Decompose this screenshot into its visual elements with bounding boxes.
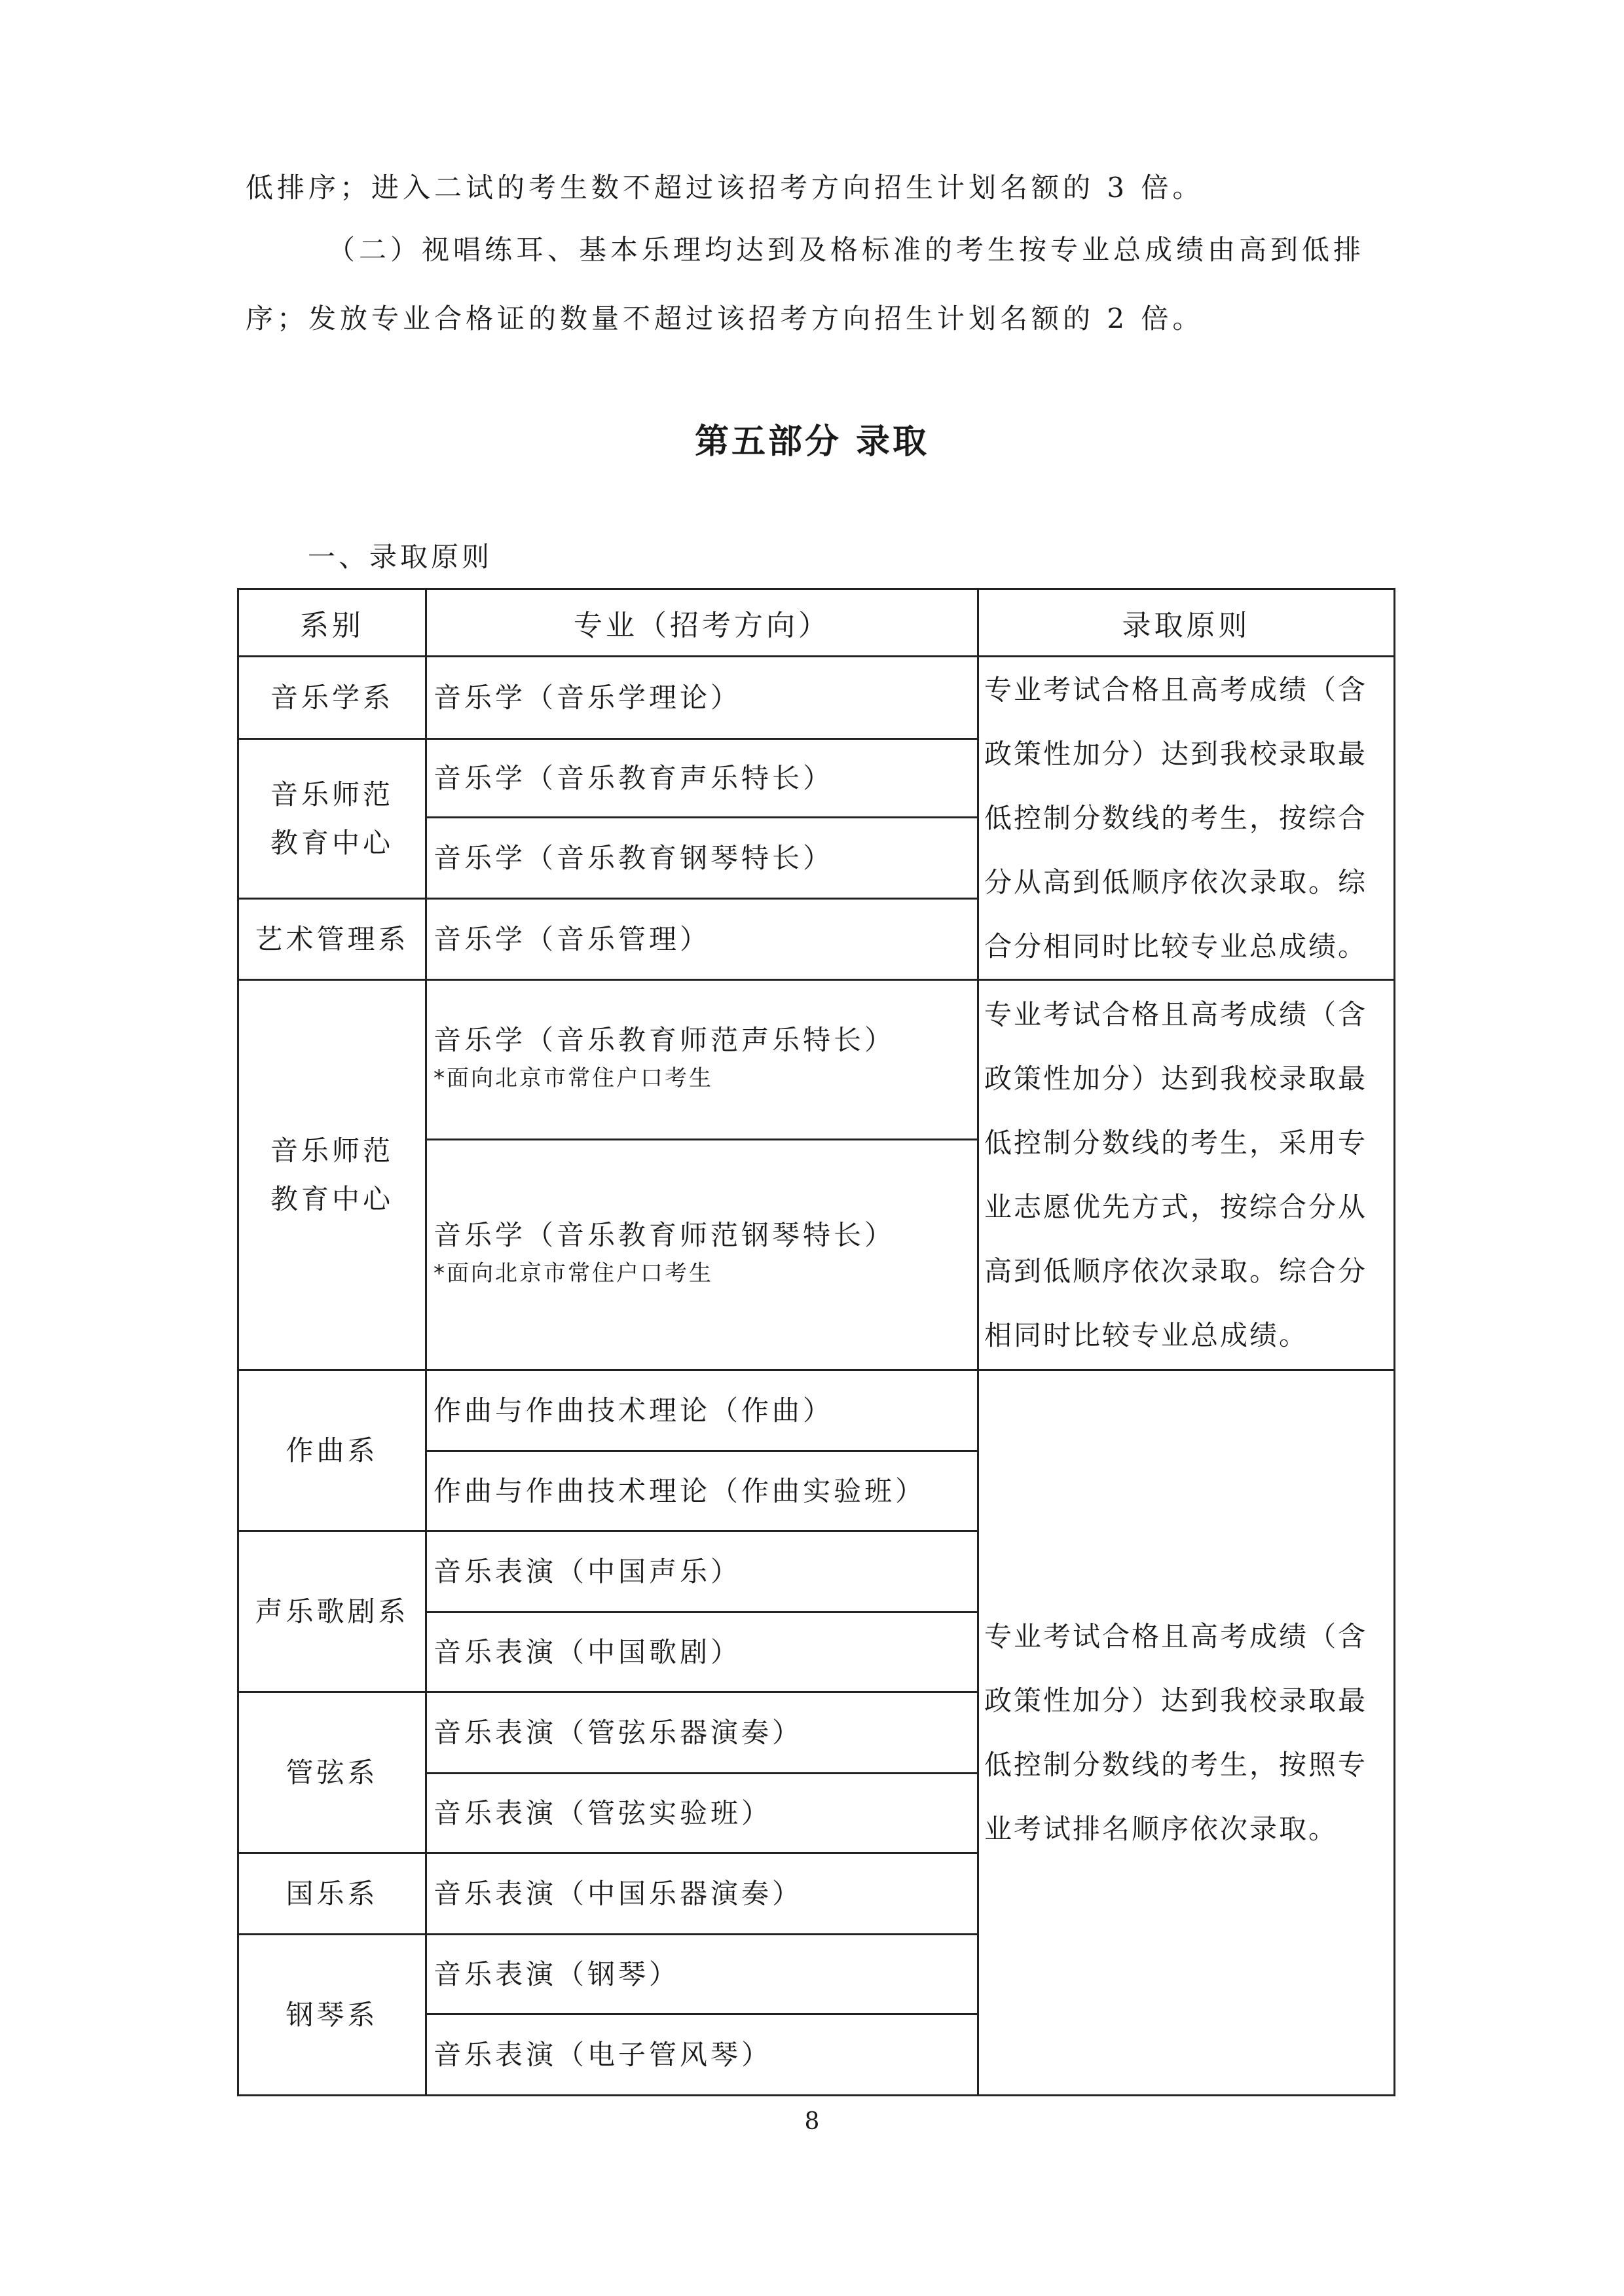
principle-line: 专业考试合格且高考成绩（含 [984, 998, 1368, 1030]
major-cell: 音乐表演（钢琴） [426, 1935, 978, 2014]
major-cell: 音乐学（音乐教育钢琴特长） [426, 818, 978, 899]
principle-line: 政策性加分）达到我校录取最 [984, 737, 1368, 770]
principle-line: 高到低顺序依次录取。综合分 [984, 1254, 1368, 1287]
principle-cell [978, 657, 1395, 980]
dept-cell: 国乐系 [238, 1853, 426, 1935]
paragraph-line: （二）视唱练耳、基本乐理均达到及格标准的考生按专业总成绩由高到低排 [327, 234, 1365, 266]
principle-line: 专业考试合格且高考成绩（含 [984, 673, 1368, 706]
paragraph-line: 序；发放专业合格证的数量不超过该招考方向招生计划名额的 2 倍。 [246, 302, 1204, 335]
principle-cell [978, 980, 1395, 1370]
dept-line: 音乐师范 [270, 778, 394, 811]
principle-line: 低控制分数线的考生，采用专 [984, 1126, 1368, 1159]
table-row [238, 980, 1395, 1140]
dept-cell: 钢琴系 [238, 1935, 426, 2096]
principle-line: 分从高到低顺序依次录取。综 [984, 866, 1368, 898]
table-row [238, 657, 1395, 739]
major-cell: 作曲与作曲技术理论（作曲） [426, 1370, 978, 1451]
principle-line: 专业考试合格且高考成绩（含 [984, 1620, 1368, 1652]
principle-cell [978, 1370, 1395, 2096]
principle-line: 业考试排名顺序依次录取。 [984, 1812, 1338, 1845]
note-text: *面向北京市常住户口考生 [434, 1065, 713, 1091]
principle-line: 低控制分数线的考生，按照专 [984, 1748, 1368, 1781]
dept-cell [238, 739, 426, 899]
dept-cell: 艺术管理系 [238, 899, 426, 980]
table-header-row [238, 589, 1395, 657]
sub-heading: 一、录取原则 [308, 541, 493, 573]
header-major: 专业（招考方向） [426, 589, 978, 657]
major-cell: 音乐表演（中国声乐） [426, 1531, 978, 1613]
major-cell: 音乐表演（管弦乐器演奏） [426, 1692, 978, 1774]
principle-line: 业志愿优先方式，按综合分从 [984, 1190, 1368, 1223]
note-text: *面向北京市常住户口考生 [434, 1260, 713, 1286]
major-cell: 音乐学（音乐管理） [426, 899, 978, 980]
major-cell: 音乐学（音乐教育声乐特长） [426, 739, 978, 818]
major-text: 音乐学（音乐教育师范声乐特长） [434, 1023, 896, 1056]
principle-line: 政策性加分）达到我校录取最 [984, 1062, 1368, 1095]
principle-line: 相同时比较专业总成绩。 [984, 1319, 1309, 1351]
dept-line: 教育中心 [270, 826, 394, 859]
admission-table [237, 588, 1395, 2096]
dept-cell: 作曲系 [238, 1370, 426, 1531]
major-cell [426, 1140, 978, 1370]
major-cell: 音乐表演（中国歌剧） [426, 1613, 978, 1692]
section-title: 第五部分 录取 [694, 422, 930, 462]
major-text: 音乐学（音乐教育师范钢琴特长） [434, 1218, 896, 1251]
principle-line: 政策性加分）达到我校录取最 [984, 1684, 1368, 1717]
major-cell: 作曲与作曲技术理论（作曲实验班） [426, 1451, 978, 1531]
paragraph-line: 低排序；进入二试的考生数不超过该招考方向招生计划名额的 3 倍。 [246, 172, 1204, 204]
principle-line: 低控制分数线的考生，按综合 [984, 801, 1368, 834]
major-cell: 音乐表演（电子管风琴） [426, 2014, 978, 2096]
dept-line: 教育中心 [270, 1182, 394, 1215]
principle-line: 合分相同时比较专业总成绩。 [984, 930, 1368, 962]
header-principle: 录取原则 [978, 589, 1395, 657]
dept-cell: 声乐歌剧系 [238, 1531, 426, 1692]
table-row [238, 1370, 1395, 1451]
major-cell [426, 980, 978, 1140]
header-dept: 系别 [238, 589, 426, 657]
major-cell: 音乐学（音乐学理论） [426, 657, 978, 739]
page-number: 8 [804, 2108, 820, 2135]
dept-line: 音乐师范 [270, 1134, 394, 1167]
dept-cell [238, 980, 426, 1370]
dept-cell: 管弦系 [238, 1692, 426, 1853]
dept-cell: 音乐学系 [238, 657, 426, 739]
major-cell: 音乐表演（中国乐器演奏） [426, 1853, 978, 1935]
major-cell: 音乐表演（管弦实验班） [426, 1774, 978, 1853]
